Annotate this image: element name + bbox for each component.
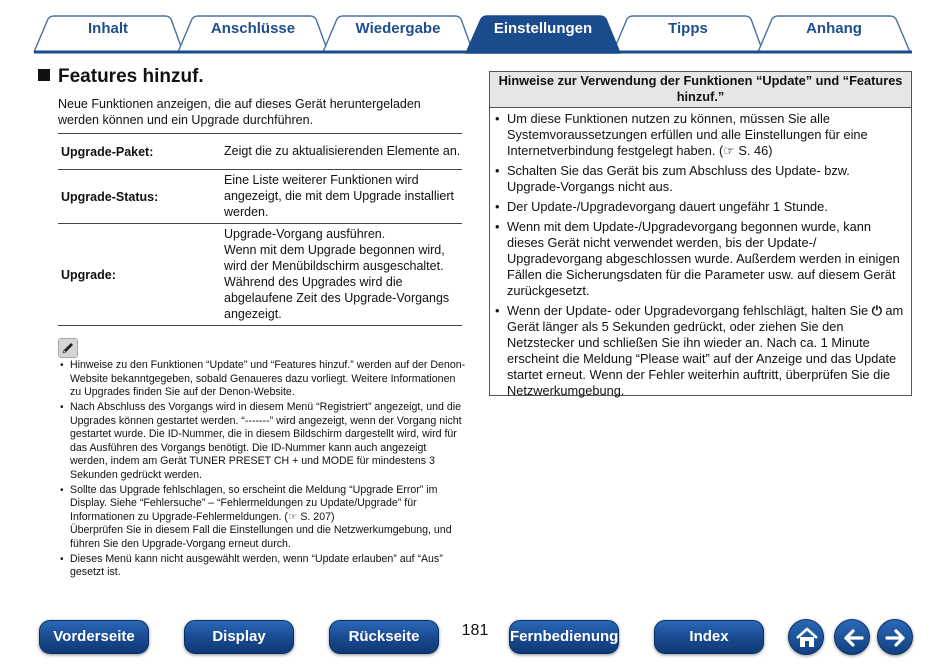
option-key: Upgrade: (61, 267, 116, 282)
hint-box (489, 71, 912, 396)
arrow-left-icon (835, 620, 871, 656)
table-row (58, 170, 462, 224)
pencil-glyph (61, 341, 75, 355)
tab-anschluesse[interactable]: Anschlüsse (210, 20, 296, 37)
options-table (58, 133, 462, 326)
back-button[interactable] (834, 619, 870, 655)
option-key: Upgrade-Status: (61, 189, 159, 204)
list-item: • Nach Abschluss des Vorgangs wird in diesem Menü “Registriert” angezeigt, und die Upgrades können gestartet werden. “-------” wird angezeigt, wenn der Vorgang nicht gestartet wurde. Die ID-Nummer, die in diesem Bildschirm dargestellt wird, wird für das Ausführen des Vorgangs benötigt. Die ID-Nummer kann auch angezeigt werden, indem am Gerät TUNER PRESET CH + und MODE für mindestens 3 Sekunden gedrückt werden. (58, 401, 466, 482)
page-title-text: Features hinzuf. (58, 66, 204, 87)
page-ref-icon[interactable]: ☞ (287, 510, 298, 523)
list-item: • Der Update-/Upgradevorgang dauert ungefähr 1 Stunde. (490, 199, 905, 215)
option-value: Zeigt die zu aktualisierenden Elemente an. (224, 144, 461, 158)
list-item (58, 484, 466, 552)
home-icon (789, 620, 825, 656)
page-ref-icon[interactable]: ☞ (723, 143, 735, 158)
hint-text: Wenn der Update- oder Upgradevorgang fehlschlägt, halten Sie (507, 303, 872, 318)
pencil-icon (58, 338, 78, 358)
forward-button[interactable] (877, 619, 913, 655)
vorderseite-button[interactable]: Vorderseite (39, 620, 149, 654)
tab-wiedergabe[interactable]: Wiedergabe (355, 20, 441, 37)
hint-text-after: am Gerät länger als 5 Sekunden gedrückt, oder ziehen Sie den Netzstecker und schließen Sie ihn wieder an. Nach ca. 1 Minute erscheint die Meldung “Please wait” auf der Anzeige und das Update startet erneut. Wenn der Fehler weiterhin auftritt, überprüfen Sie die Netzwerkumgebung. (507, 303, 904, 398)
list-item (490, 111, 905, 159)
arrow-right-icon (878, 620, 914, 656)
hint-box-title: Hinweise zur Verwendung der Funktionen “Update” und “Features hinzuf.” (490, 72, 911, 108)
page-title (38, 66, 204, 88)
option-value: Eine Liste weiterer Funktionen wird angezeigt, die mit dem Upgrade installiert werden. (224, 173, 454, 219)
home-button[interactable] (788, 619, 824, 655)
list-item: • Dieses Menü kann nicht ausgewählt werden, wenn “Update erlauben” auf “Aus” gesetzt ist. (58, 553, 466, 580)
hint-list (490, 108, 911, 399)
tab-tipps[interactable]: Tipps (668, 20, 708, 37)
tab-anhang[interactable]: Anhang (806, 20, 862, 37)
tab-einstellungen[interactable]: Einstellungen (493, 20, 593, 37)
tab-bar (0, 0, 950, 60)
page-ref-link[interactable]: S. 207 (300, 510, 331, 523)
hint-text: Um diese Funktionen nutzen zu können, müssen Sie alle Systemvoraussetzungen erfüllen und alle Einstellungen für eine Internetverbindung festgelegt haben. ( (507, 111, 868, 158)
title-square-icon (38, 69, 50, 81)
rueckseite-button[interactable]: Rückseite (329, 620, 439, 654)
display-button[interactable]: Display (184, 620, 294, 654)
power-icon: ⏻ (871, 303, 882, 318)
note-text: Sollte das Upgrade fehlschlagen, so erscheint die Meldung “Upgrade Error” im Display. Siehe “Fehlersuche” – “Fehlermeldungen zu Update/Upgrade” für Informationen zu Upgrade-Fehlermeldungen. ( (70, 483, 438, 523)
notes-list (58, 359, 466, 581)
note-text-after: ) Überprüfen Sie in diesem Fall die Einstellungen und die Netzwerkumgebung, und führen Sie den Upgrade-Vorgang erneut durch. (70, 510, 452, 550)
fernbedienung-button[interactable]: Fernbedienung (509, 620, 619, 654)
table-row (58, 134, 462, 170)
list-item: • Wenn mit dem Update-/Upgradevorgang begonnen wurde, kann dieses Gerät nicht verwendet werden, bis der Update-/ Upgradevorgang abgeschlossen wurde. Außerdem werden in einigen Fällen die Sicherungsdaten für die Parameter usw. auf diesem Gerät zurückgesetzt. (490, 219, 905, 299)
tab-inhalt[interactable]: Inhalt (88, 20, 128, 37)
hint-text-after: ) (768, 143, 773, 158)
page-ref-link[interactable]: S. 46 (738, 143, 769, 158)
list-item (490, 303, 905, 399)
index-button[interactable]: Index (654, 620, 764, 654)
option-value: Upgrade-Vorgang ausführen. Wenn mit dem Upgrade begonnen wird, wird der Menübildschirm ausgeschaltet. Während des Upgrades wird die abgelaufene Zeit des Upgrade-Vorgangs angezeigt. (224, 227, 450, 321)
intro-text: Neue Funktionen anzeigen, die auf dieses Gerät heruntergeladen werden können und ein Upgrade durchführen. (58, 97, 421, 127)
option-key: Upgrade-Paket: (61, 144, 154, 159)
list-item: • Schalten Sie das Gerät bis zum Abschluss des Update- bzw. Upgrade-Vorgangs nicht aus. (490, 163, 905, 195)
page-number: 181 (461, 622, 489, 639)
list-item: • Hinweise zu den Funktionen “Update” und “Features hinzuf.” werden auf der Denon-Website bekanntgegeben, sobald Genaueres dazu vorliegt. Weitere Informationen zu Upgrades finden Sie auf der Denon-Website. (58, 359, 466, 400)
table-row (58, 224, 462, 326)
